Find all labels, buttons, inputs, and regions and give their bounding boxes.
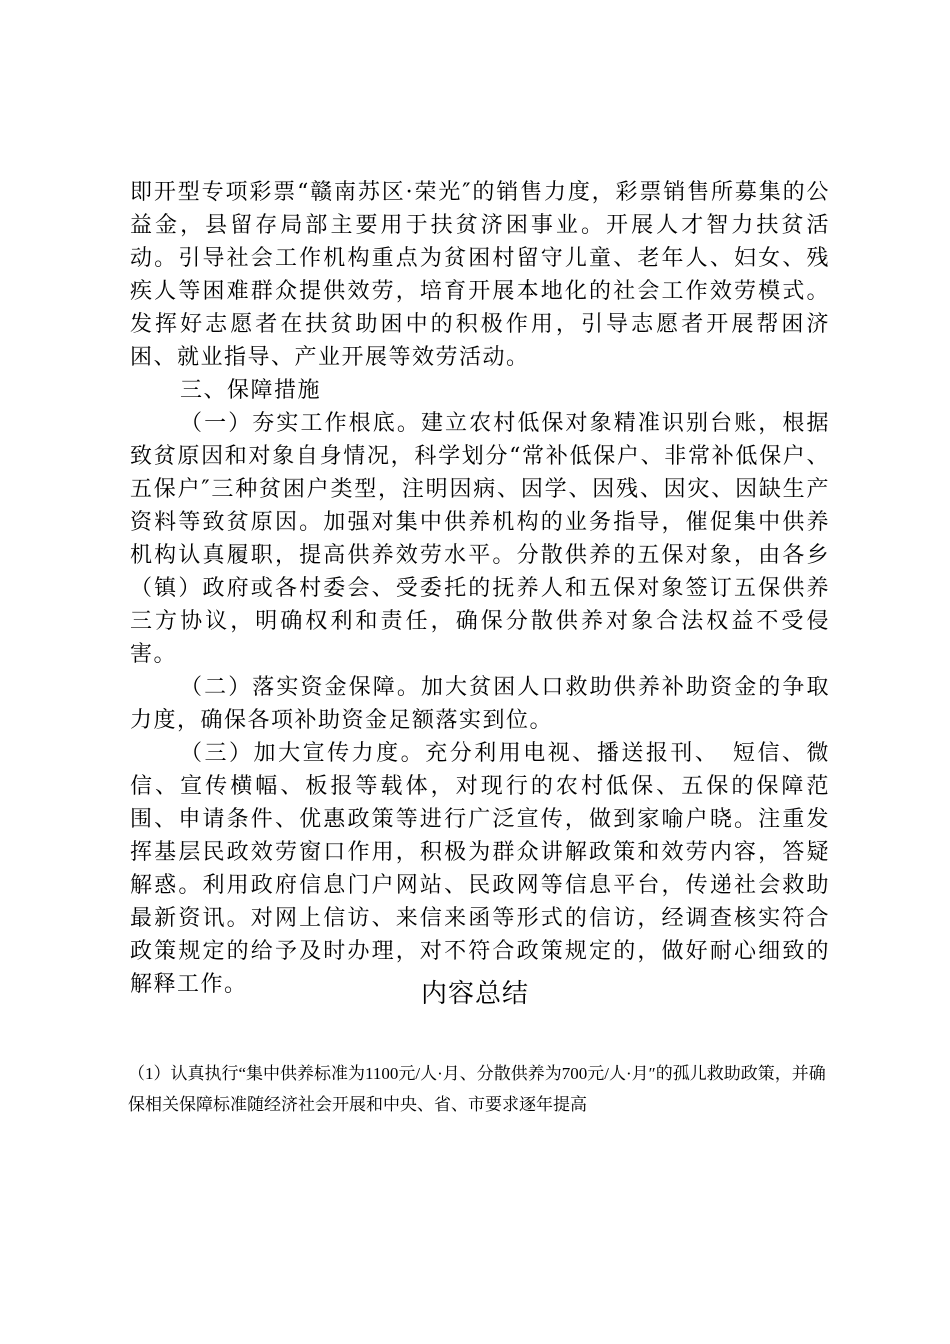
document-body [130, 176, 830, 1001]
summary-body [128, 1058, 828, 1120]
paragraph-measure-2: （二）落实资金保障。加大贫困人口救助供养补助资金的争取力度，确保各项补助资金足额落实到位。 [130, 675, 830, 733]
summary-title: 内容总结 [420, 979, 529, 1009]
paragraph-measure-3: （三）加大宣传力度。充分利用电视、播送报刊、 短信、微信、宣传横幅、板报等载体，对现行的农村低保、五保的保障范围、申请条件、优惠政策等进行广泛宣传，做到家喻户晓。注重发挥基层民政效劳窗口作用，积极为群众讲解政策和效劳内容，答疑解惑。利用政府信息门户网站、民政网等信息平台，传递社会救助最新资讯。对网上信访、来信来函等形式的信访，经调查核实符合政策规定的给予及时办理，对不符合政策规定的，做好耐心细致的解释工作。 [130, 741, 830, 997]
paragraph-measure-1: （一）夯实工作根底。建立农村低保对象精准识别台账，根据致贫原因和对象自身情况，科学划分“常补低保户、非常补低保户、五保户″三种贫困户类型，注明因病、因学、因残、因灾、因缺生产资料等致贫原因。加强对集中供养机构的业务指导，催促集中供养机构认真履职，提高供养效劳水平。分散供养的五保对象，由各乡（镇）政府或各村委会、受委托的抚养人和五保对象签订五保供养三方协议，明确权利和责任，确保分散供养对象合法权益不受侵害。 [130, 411, 830, 667]
section-heading-safeguard-measures: 三、保障措施 [180, 378, 322, 403]
summary-paragraph: （1）认真执行“集中供养标准为1100元/人·月、分散供养为700元/人·月″的孤儿救助政策，并确保相关保障标准随经济社会开展和中央、省、市要求逐年提高 [128, 1064, 826, 1114]
paragraph-continuation: 即开型专项彩票“赣南苏区·荣光″的销售力度，彩票销售所募集的公益金，县留存局部主要用于扶贫济困事业。开展人才智力扶贫活动。引导社会工作机构重点为贫困村留守儿童、老年人、妇女、残疾人等困难群众提供效劳，培育开展本地化的社会工作效劳模式。发挥好志愿者在扶贫助困中的积极作用，引导志愿者开展帮困济困、就业指导、产业开展等效劳活动。 [130, 180, 830, 370]
